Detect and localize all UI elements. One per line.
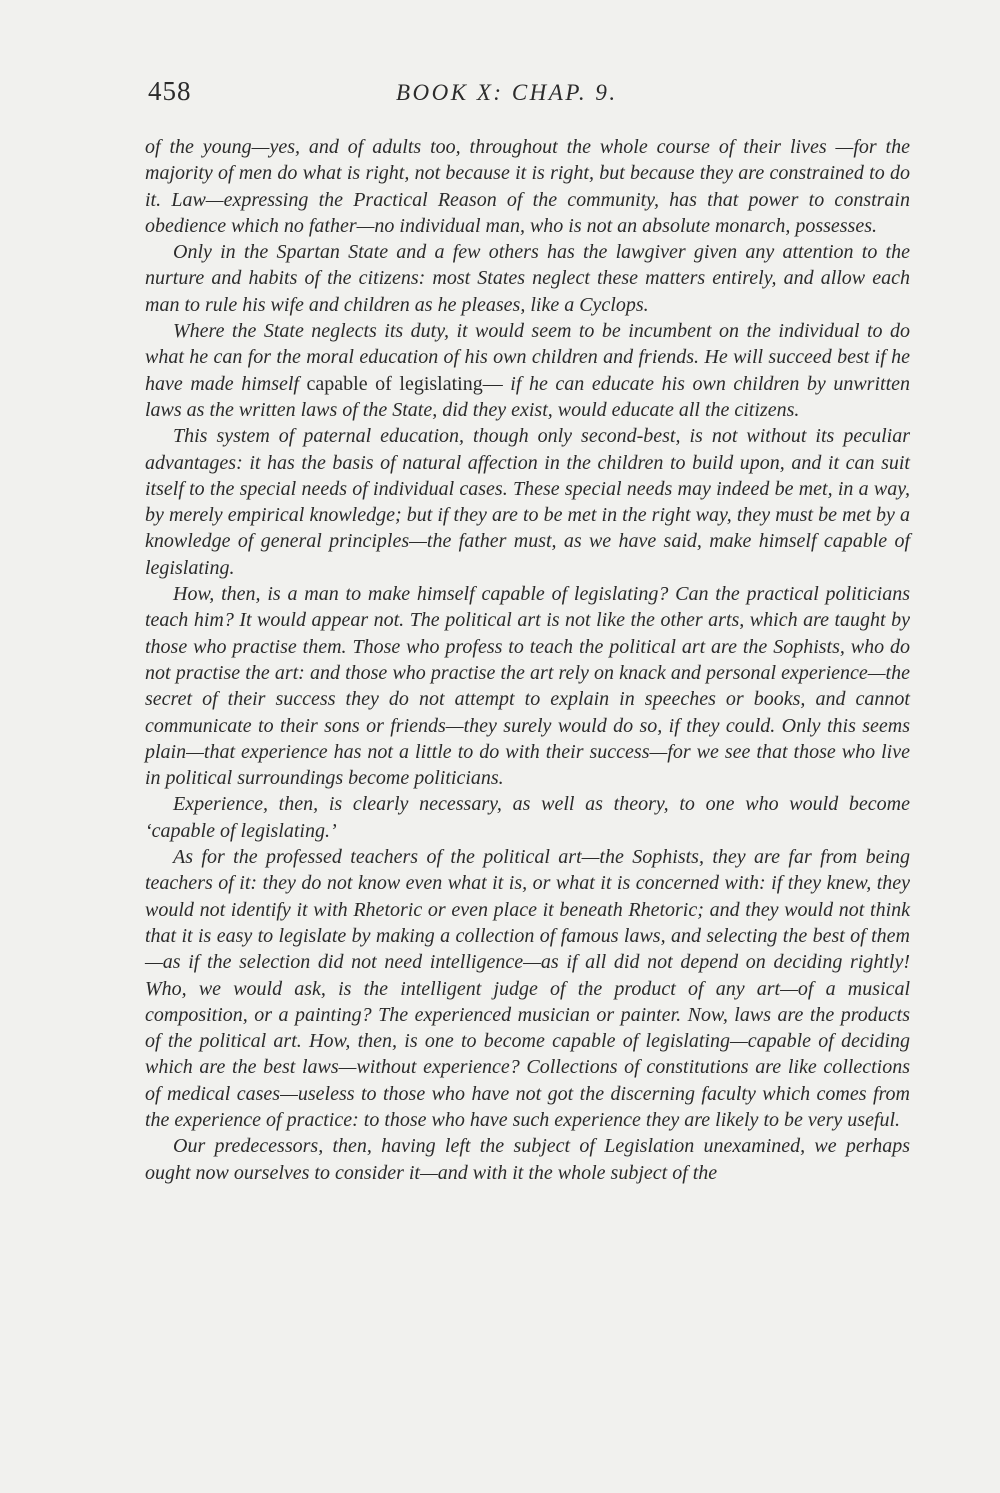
paragraph bbox=[145, 134, 910, 239]
paragraph-text: if he can educate his own children by unwritten laws as the written laws of the State, did they exist, would educate all the citizens. bbox=[145, 372, 910, 421]
roman-phrase: capable of legislating— bbox=[306, 372, 503, 395]
page-header bbox=[148, 76, 908, 116]
paragraph-text: Only in the Spartan State and a few others has the lawgiver given any attention to the nurture and habits of the citizens: most States neglect these matters entirely, and allow each man to rule his wife and children as he pleases, like a Cyclops. bbox=[145, 241, 910, 316]
paragraph bbox=[145, 581, 910, 791]
paragraph-text: Experience, then, is clearly necessary, as well as theory, to one who would become ‘capable of legislating.’ bbox=[145, 793, 910, 842]
paragraph-text: Our predecessors, then, having left the subject of Legislation unexamined, we perhaps ought now ourselves to consider it—and with it the whole subject of the bbox=[145, 1135, 910, 1184]
paragraph-text: As for the professed teachers of the political art—the Sophists, they are far from being teachers of it: they do not know even what it is, or what it is concerned with: if they knew, they would not identify it with Rhetoric or even place it beneath Rhetoric; and they would not think that it is easy to legislate by making a collection of famous laws, and selecting the best of them—as if the selection did not need intelligence—as if all did not depend on deciding rightly! Who, we would ask, is the intelligent judge of the product of any art—of a musical composition, or a painting? The experienced musician or painter. Now, laws are the products of the political art. How, then, is one to become capable of legislating—capable of deciding which are the best laws—without experience? Collections of constitutions are like collections of medical cases—useless to those who have not got the discerning faculty which comes from the experience of practice: to those who have such experience they are likely to be very useful. bbox=[145, 846, 910, 1131]
paragraph bbox=[145, 791, 910, 844]
paragraph-text: of the young—yes, and of adults too, throughout the whole course of their lives —for the majority of men do what is right, not because it is right, but because they are constrained to do it. Law—expressing the Practical Reason of the community, has that power to constrain obedience which no father—no individual man, who is not an absolute monarch, possesses. bbox=[145, 136, 910, 237]
paragraph-text: How, then, is a man to make himself capable of legislating? Can the practical politicians teach him? It would appear not. The political art is not like the other arts, which are taught by those who practise them. Those who profess to teach the political art are the Sophists, who do not practise the art: and those who practise the art rely on knack and personal experience—the secret of their success they do not attempt to explain in speeches or books, and cannot communicate to their sons or friends—they surely would do so, if they could. Only this seems plain—that experience has not a little to do with their success—for we see that those who live in political surroundings become politicians. bbox=[145, 583, 910, 790]
paragraph bbox=[145, 1133, 910, 1186]
paragraph-text: This system of paternal education, though only second-best, is not without its peculiar advantages: it has the basis of natural affection in the children to build upon, and it can suit itself to the special needs of individual cases. These special needs may indeed be met, in a way, by merely empirical knowledge; but if they are to be met in the right way, they must be met by a knowledge of general principles—the father must, as we have said, make himself capable of legislating. bbox=[145, 425, 910, 579]
paragraph bbox=[145, 844, 910, 1133]
paragraph bbox=[145, 423, 910, 581]
body-text bbox=[145, 134, 910, 1186]
paragraph-text: Where the State neglects its duty, it would seem to be incumbent on the individual to do what he can for the moral education of his own children and friends. He will succeed best if he have made himself bbox=[145, 320, 910, 395]
running-head: BOOK X: CHAP. 9. bbox=[396, 80, 618, 105]
page-number: 458 bbox=[148, 76, 192, 106]
paragraph bbox=[145, 239, 910, 318]
paragraph bbox=[145, 318, 910, 423]
